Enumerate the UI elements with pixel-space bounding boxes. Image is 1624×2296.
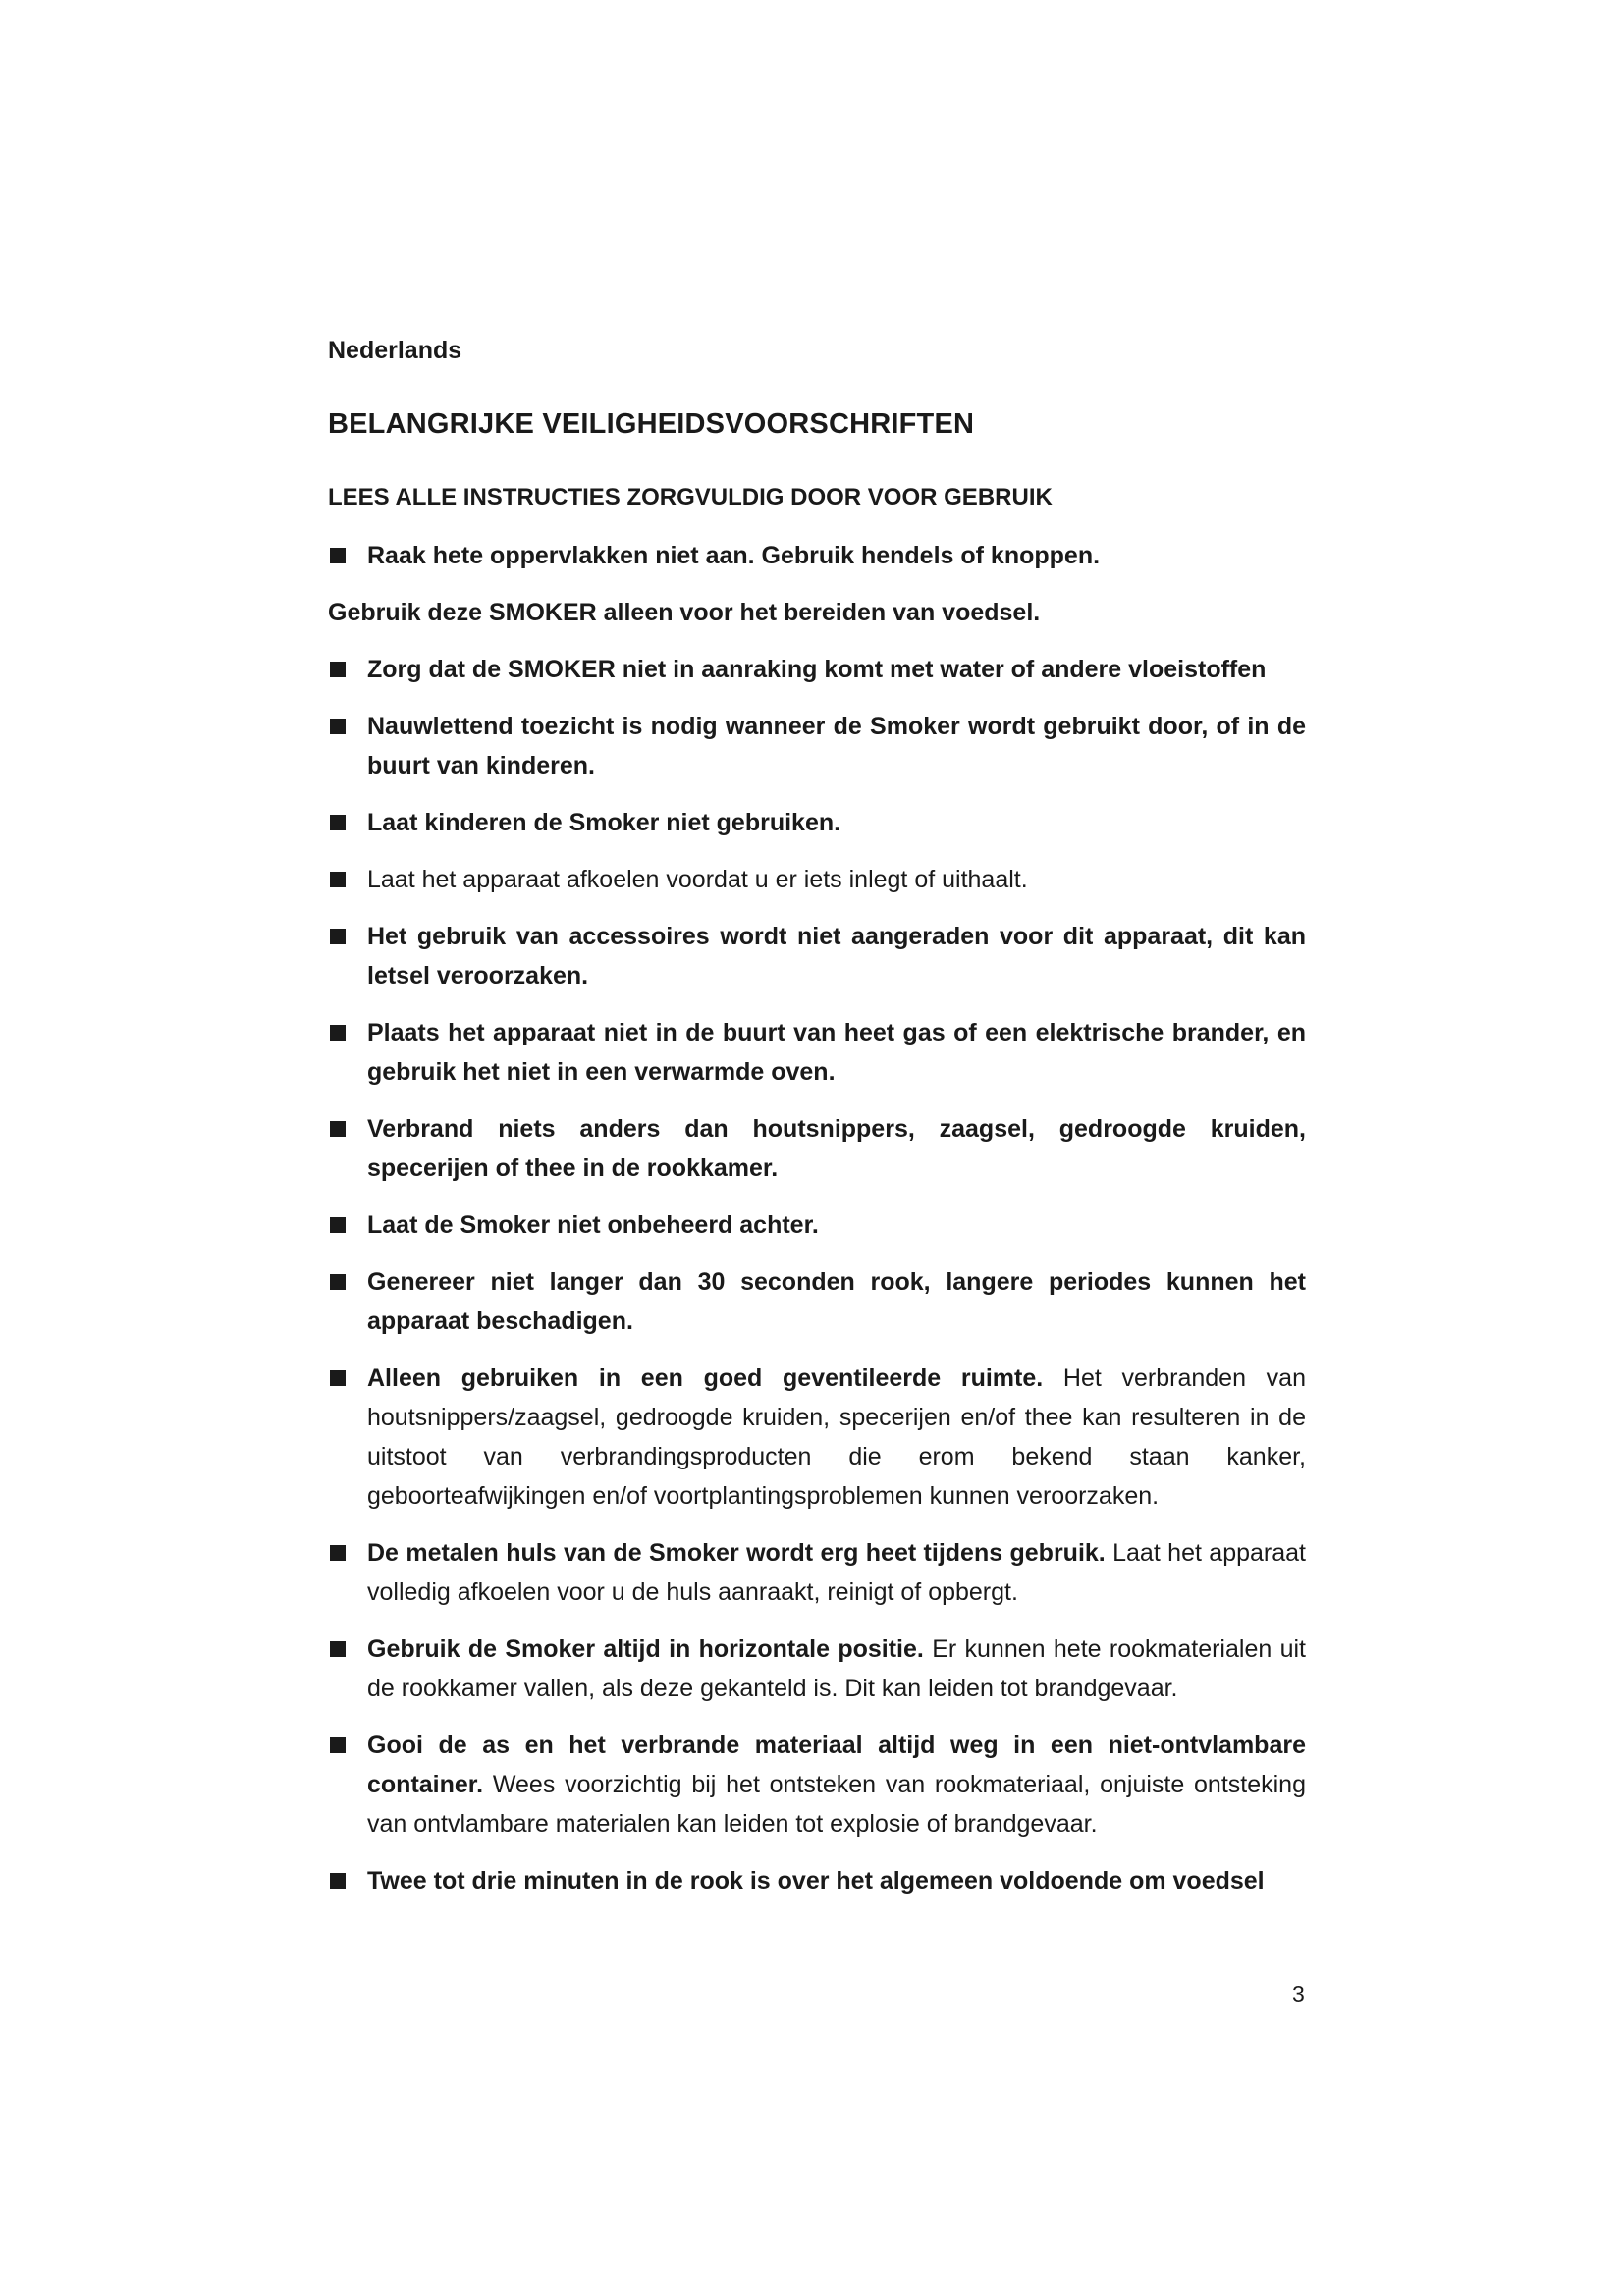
square-bullet-icon [330,1873,346,1889]
square-bullet-icon [330,1217,346,1233]
item-bold-text: Raak hete oppervlakken niet aan. Gebruik hendels of knoppen. [367,542,1101,569]
list-item [328,860,1306,899]
list-item [328,1013,1306,1092]
list-item [328,536,1306,575]
list-item [328,1109,1306,1188]
list-item [328,803,1306,842]
list-item [328,707,1306,785]
square-bullet-icon [330,1370,346,1386]
square-bullet-icon [330,719,346,734]
square-bullet-icon [330,1737,346,1753]
page-title: BELANGRIJKE VEILIGHEIDSVOORSCHRIFTEN [328,408,975,440]
square-bullet-icon [330,1641,346,1657]
list-item [328,917,1306,995]
item-text: Het verbranden van houtsnippers/zaagsel, gedroogde kruiden, specerijen en/of thee kan resulteren in de uitstoot van verbrandingsproducten die erom bekend staan kanker, geboorteafwijkingen en/of voortplantingsproblemen kunnen veroorzaken. [367,1364,1306,1510]
item-bold-text: Nauwlettend toezicht is nodig wanneer de Smoker wordt gebruikt door, of in de buurt van kinderen. [367,713,1306,779]
page-content [328,334,1306,1900]
item-bold-text: Genereer niet langer dan 30 seconden rook, langere periodes kunnen het apparaat beschadigen. [367,1268,1306,1335]
item-text: Wees voorzichtig bij het ontsteken van rookmateriaal, onjuiste ontsteking van ontvlambare materialen kan leiden tot explosie of brandgevaar. [367,1771,1306,1838]
list-item [328,1726,1306,1843]
square-bullet-icon [330,929,346,944]
square-bullet-icon [330,662,346,677]
list-item [328,1629,1306,1708]
item-bold-text: Twee tot drie minuten in de rook is over het algemeen voldoende om voedsel [367,1867,1265,1895]
list-item [328,1262,1306,1341]
item-bold-text: Gebruik de Smoker altijd in horizontale positie. [367,1635,924,1663]
square-bullet-icon [330,548,346,563]
list-item [328,1533,1306,1612]
item-bold-text: Gooi de as en het verbrande materiaal altijd weg in een niet-ontvlambare container. [367,1732,1306,1798]
square-bullet-icon [330,1545,346,1561]
item-text: Laat het apparaat volledig afkoelen voor u de huls aanraakt, reinigt of opbergt. [367,1539,1306,1606]
list-item [328,650,1306,689]
item-text: Laat het apparaat afkoelen voordat u er iets inlegt of uithaalt. [367,866,1028,893]
list-item [328,1205,1306,1245]
item-bold-text: Plaats het apparaat niet in de buurt van heet gas of een elektrische brander, en gebruik het niet in een verwarmde oven. [367,1019,1306,1086]
item-bold-text: De metalen huls van de Smoker wordt erg heet tijdens gebruik. [367,1539,1106,1567]
item-bold-text: Laat kinderen de Smoker niet gebruiken. [367,809,841,836]
item-bold-text: Het gebruik van accessoires wordt niet aangeraden voor dit apparaat, dit kan letsel veroorzaken. [367,923,1306,989]
language-label: Nederlands [328,337,462,364]
page-subtitle: LEES ALLE INSTRUCTIES ZORGVULDIG DOOR VOOR GEBRUIK [328,484,1053,510]
square-bullet-icon [330,815,346,830]
square-bullet-icon [330,1121,346,1137]
square-bullet-icon [330,872,346,887]
page-number: 3 [1292,1981,1305,2006]
item-bold-text: Alleen gebruiken in een goed geventileerde ruimte. [367,1364,1044,1392]
item-bold-text: Zorg dat de SMOKER niet in aanraking komt met water of andere vloeistoffen [367,656,1267,683]
list-item [328,1861,1306,1900]
list-item [328,1359,1306,1516]
plain-line: Gebruik deze SMOKER alleen voor het bereiden van voedsel. [328,599,1041,626]
square-bullet-icon [330,1025,346,1041]
item-bold-text: Laat de Smoker niet onbeheerd achter. [367,1211,819,1239]
item-bold-text: Verbrand niets anders dan houtsnippers, zaagsel, gedroogde kruiden, specerijen of thee in de rookkamer. [367,1115,1306,1182]
square-bullet-icon [330,1274,346,1290]
item-text: Er kunnen hete rookmaterialen uit de rookkamer vallen, als deze gekanteld is. Dit kan leiden tot brandgevaar. [367,1635,1307,1702]
